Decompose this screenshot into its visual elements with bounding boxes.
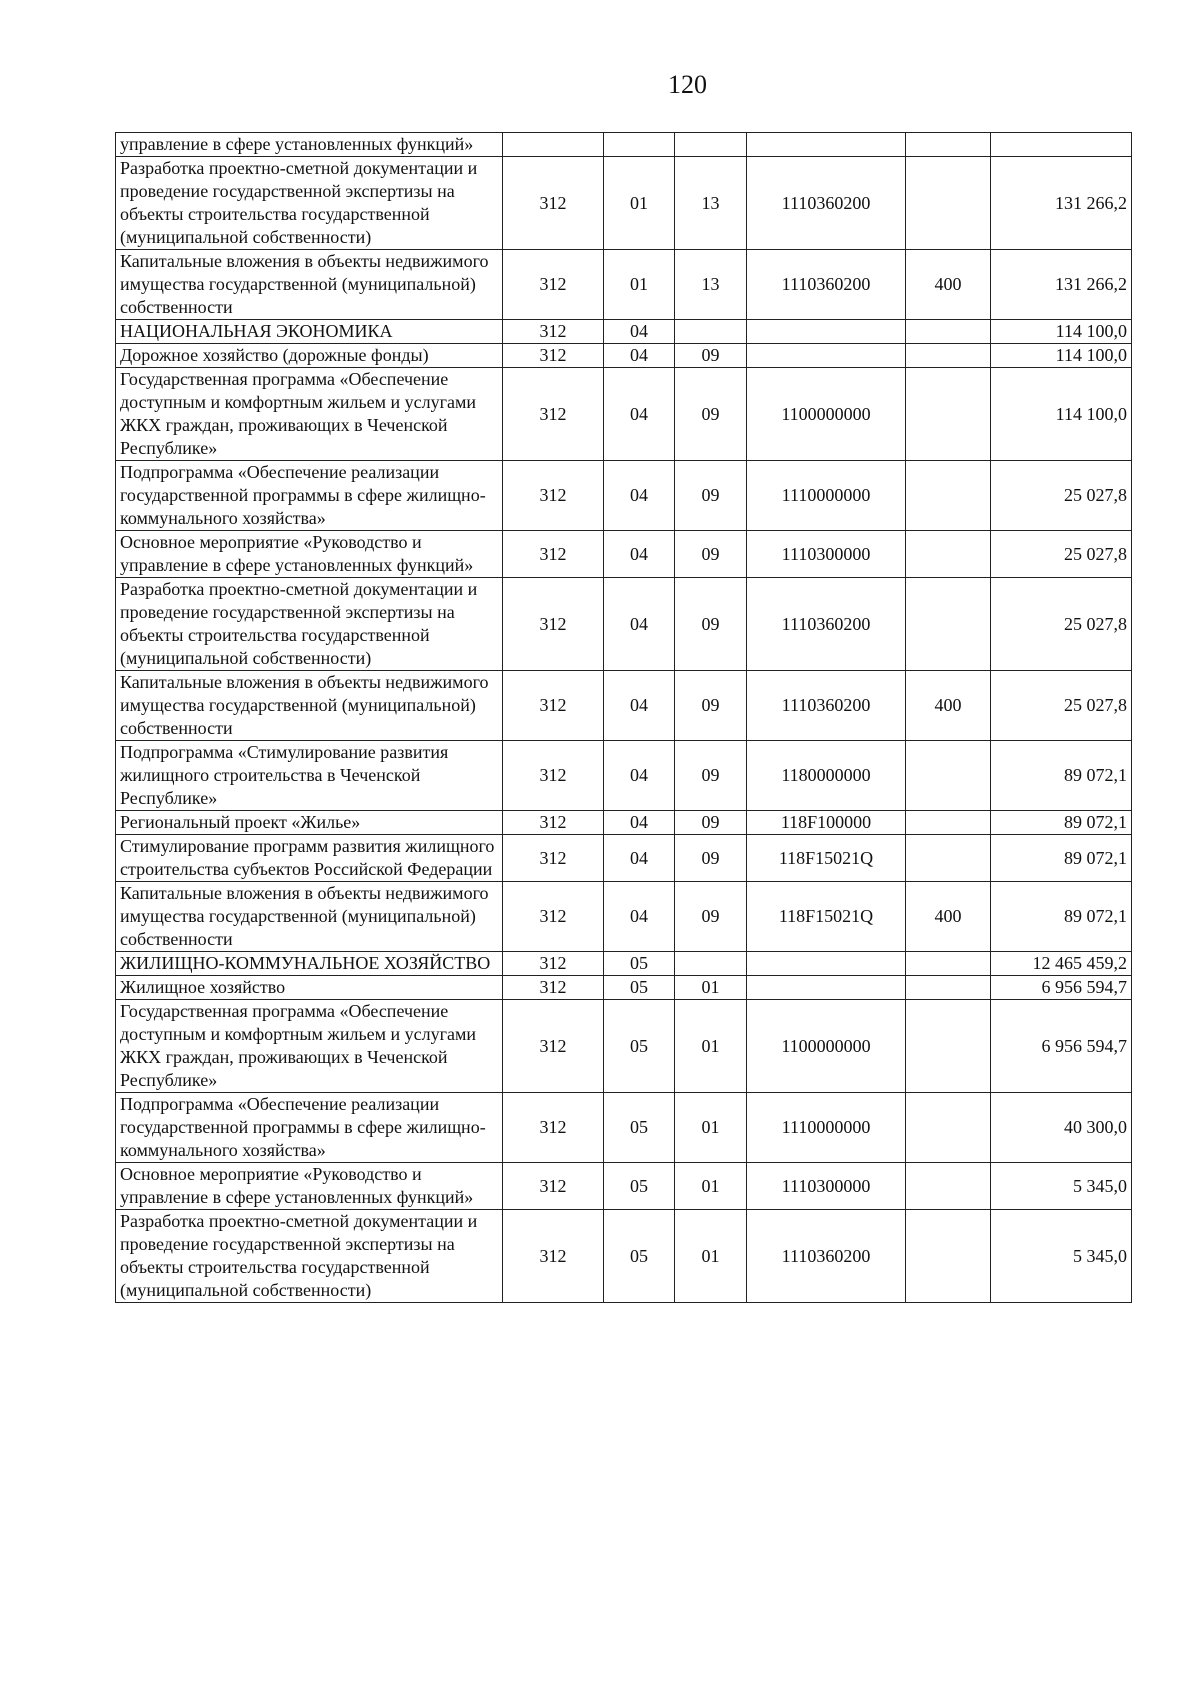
cell-expense-type: [906, 157, 991, 250]
cell-expense-type: [906, 368, 991, 461]
cell-amount: 12 465 459,2: [991, 952, 1132, 976]
cell-name: Жилищное хозяйство: [116, 976, 503, 1000]
cell-amount: 25 027,8: [991, 531, 1132, 578]
table-row: [116, 344, 1132, 368]
table-row: [116, 368, 1132, 461]
cell-subsection: 01: [675, 1000, 747, 1093]
cell-section: 01: [604, 157, 675, 250]
cell-target-article: 118F100000: [747, 811, 906, 835]
cell-name: НАЦИОНАЛЬНАЯ ЭКОНОМИКА: [116, 320, 503, 344]
cell-grbs: 312: [503, 1000, 604, 1093]
cell-target-article: 1110300000: [747, 1163, 906, 1210]
cell-subsection: [675, 952, 747, 976]
cell-amount: 40 300,0: [991, 1093, 1132, 1163]
cell-expense-type: [906, 133, 991, 157]
cell-name: Региональный проект «Жилье»: [116, 811, 503, 835]
cell-name: управление в сфере установленных функций»: [116, 133, 503, 157]
cell-grbs: [503, 133, 604, 157]
cell-subsection: [675, 133, 747, 157]
cell-target-article: 118F15021Q: [747, 882, 906, 952]
cell-expense-type: [906, 976, 991, 1000]
table-row: [116, 531, 1132, 578]
cell-name: ЖИЛИЩНО-КОММУНАЛЬНОЕ ХОЗЯЙСТВО: [116, 952, 503, 976]
table-row: [116, 1163, 1132, 1210]
cell-amount: 114 100,0: [991, 320, 1132, 344]
cell-amount: 89 072,1: [991, 811, 1132, 835]
table-row: [116, 1093, 1132, 1163]
cell-grbs: 312: [503, 671, 604, 741]
cell-amount: 25 027,8: [991, 461, 1132, 531]
cell-grbs: 312: [503, 882, 604, 952]
cell-name: Подпрограмма «Обеспечение реализации государственной программы в сфере жилищно-коммунального хозяйства»: [116, 1093, 503, 1163]
cell-target-article: 1110360200: [747, 1210, 906, 1303]
cell-amount: 6 956 594,7: [991, 976, 1132, 1000]
cell-section: 01: [604, 250, 675, 320]
table-row: [116, 741, 1132, 811]
cell-amount: 131 266,2: [991, 250, 1132, 320]
table-row: [116, 133, 1132, 157]
cell-subsection: 09: [675, 578, 747, 671]
cell-amount: 89 072,1: [991, 882, 1132, 952]
table-row: [116, 952, 1132, 976]
cell-expense-type: [906, 811, 991, 835]
table-body: [116, 133, 1132, 1303]
cell-section: 04: [604, 671, 675, 741]
cell-section: [604, 133, 675, 157]
cell-target-article: 1110360200: [747, 250, 906, 320]
cell-target-article: 1110360200: [747, 157, 906, 250]
cell-name: Разработка проектно-сметной документации и проведение государственной экспертизы на объекты строительства государственной (муниципальной собственности): [116, 157, 503, 250]
cell-grbs: 312: [503, 1093, 604, 1163]
cell-grbs: 312: [503, 531, 604, 578]
cell-amount: 89 072,1: [991, 741, 1132, 811]
cell-target-article: 1100000000: [747, 1000, 906, 1093]
cell-grbs: 312: [503, 1210, 604, 1303]
cell-section: 05: [604, 1163, 675, 1210]
cell-subsection: 09: [675, 531, 747, 578]
cell-section: 05: [604, 1210, 675, 1303]
cell-subsection: [675, 320, 747, 344]
cell-target-article: [747, 952, 906, 976]
cell-grbs: 312: [503, 368, 604, 461]
cell-section: 05: [604, 976, 675, 1000]
cell-target-article: [747, 976, 906, 1000]
cell-section: 04: [604, 811, 675, 835]
cell-amount: 25 027,8: [991, 671, 1132, 741]
cell-subsection: 09: [675, 835, 747, 882]
cell-amount: 131 266,2: [991, 157, 1132, 250]
cell-grbs: 312: [503, 461, 604, 531]
cell-name: Разработка проектно-сметной документации и проведение государственной экспертизы на объекты строительства государственной (муниципальной собственности): [116, 1210, 503, 1303]
page-number: 120: [668, 70, 707, 99]
cell-section: 05: [604, 1000, 675, 1093]
cell-expense-type: [906, 1000, 991, 1093]
cell-section: 04: [604, 835, 675, 882]
cell-grbs: 312: [503, 344, 604, 368]
cell-subsection: 09: [675, 741, 747, 811]
cell-subsection: 09: [675, 461, 747, 531]
cell-grbs: 312: [503, 835, 604, 882]
cell-section: 05: [604, 952, 675, 976]
cell-amount: 6 956 594,7: [991, 1000, 1132, 1093]
cell-target-article: [747, 133, 906, 157]
cell-grbs: 312: [503, 811, 604, 835]
cell-section: 04: [604, 882, 675, 952]
cell-section: 04: [604, 320, 675, 344]
cell-target-article: 1100000000: [747, 368, 906, 461]
table-row: [116, 1000, 1132, 1093]
table-row: [116, 811, 1132, 835]
cell-amount: 89 072,1: [991, 835, 1132, 882]
cell-name: Капитальные вложения в объекты недвижимого имущества государственной (муниципальной) собственности: [116, 250, 503, 320]
cell-subsection: 01: [675, 1210, 747, 1303]
cell-target-article: 1110360200: [747, 578, 906, 671]
cell-expense-type: [906, 320, 991, 344]
cell-subsection: 09: [675, 344, 747, 368]
cell-name: Капитальные вложения в объекты недвижимого имущества государственной (муниципальной) собственности: [116, 671, 503, 741]
cell-name: Стимулирование программ развития жилищного строительства субъектов Российской Федерации: [116, 835, 503, 882]
cell-name: Государственная программа «Обеспечение доступным и комфортным жильем и услугами ЖКХ граждан, проживающих в Чеченской Республике»: [116, 368, 503, 461]
cell-amount: 114 100,0: [991, 344, 1132, 368]
table-row: [116, 250, 1132, 320]
cell-target-article: 1180000000: [747, 741, 906, 811]
cell-section: 05: [604, 1093, 675, 1163]
cell-expense-type: [906, 1093, 991, 1163]
cell-name: Капитальные вложения в объекты недвижимого имущества государственной (муниципальной) собственности: [116, 882, 503, 952]
cell-expense-type: [906, 461, 991, 531]
cell-name: Дорожное хозяйство (дорожные фонды): [116, 344, 503, 368]
cell-subsection: 09: [675, 811, 747, 835]
cell-expense-type: 400: [906, 671, 991, 741]
cell-section: 04: [604, 461, 675, 531]
cell-subsection: 13: [675, 250, 747, 320]
cell-target-article: 1110360200: [747, 671, 906, 741]
cell-subsection: 09: [675, 368, 747, 461]
cell-amount: 25 027,8: [991, 578, 1132, 671]
cell-amount: 114 100,0: [991, 368, 1132, 461]
cell-target-article: 1110000000: [747, 1093, 906, 1163]
cell-section: 04: [604, 344, 675, 368]
cell-name: Государственная программа «Обеспечение доступным и комфортным жильем и услугами ЖКХ граждан, проживающих в Чеченской Республике»: [116, 1000, 503, 1093]
cell-grbs: 312: [503, 741, 604, 811]
table-row: [116, 976, 1132, 1000]
cell-expense-type: 400: [906, 250, 991, 320]
cell-target-article: 1110300000: [747, 531, 906, 578]
cell-name: Подпрограмма «Обеспечение реализации государственной программы в сфере жилищно-коммунального хозяйства»: [116, 461, 503, 531]
cell-grbs: 312: [503, 320, 604, 344]
cell-grbs: 312: [503, 578, 604, 671]
table-row: [116, 461, 1132, 531]
cell-expense-type: [906, 531, 991, 578]
cell-section: 04: [604, 531, 675, 578]
cell-subsection: 09: [675, 671, 747, 741]
cell-subsection: 01: [675, 1093, 747, 1163]
table-row: [116, 578, 1132, 671]
cell-expense-type: [906, 952, 991, 976]
cell-grbs: 312: [503, 976, 604, 1000]
cell-target-article: 1110000000: [747, 461, 906, 531]
cell-name: Основное мероприятие «Руководство и управление в сфере установленных функций»: [116, 1163, 503, 1210]
cell-name: Подпрограмма «Стимулирование развития жилищного строительства в Чеченской Республике»: [116, 741, 503, 811]
cell-subsection: 13: [675, 157, 747, 250]
cell-expense-type: [906, 578, 991, 671]
cell-amount: 5 345,0: [991, 1163, 1132, 1210]
cell-name: Основное мероприятие «Руководство и управление в сфере установленных функций»: [116, 531, 503, 578]
cell-name: Разработка проектно-сметной документации и проведение государственной экспертизы на объекты строительства государственной (муниципальной собственности): [116, 578, 503, 671]
table-row: [116, 671, 1132, 741]
cell-grbs: 312: [503, 952, 604, 976]
cell-expense-type: [906, 835, 991, 882]
cell-target-article: [747, 320, 906, 344]
cell-grbs: 312: [503, 1163, 604, 1210]
cell-expense-type: [906, 1210, 991, 1303]
cell-section: 04: [604, 741, 675, 811]
cell-expense-type: [906, 344, 991, 368]
table-row: [116, 835, 1132, 882]
cell-expense-type: [906, 1163, 991, 1210]
cell-subsection: 01: [675, 976, 747, 1000]
cell-target-article: [747, 344, 906, 368]
cell-grbs: 312: [503, 250, 604, 320]
cell-subsection: 01: [675, 1163, 747, 1210]
cell-grbs: 312: [503, 157, 604, 250]
budget-table: [115, 132, 1132, 1303]
cell-section: 04: [604, 578, 675, 671]
table-row: [116, 320, 1132, 344]
cell-amount: [991, 133, 1132, 157]
table-row: [116, 1210, 1132, 1303]
cell-target-article: 118F15021Q: [747, 835, 906, 882]
cell-section: 04: [604, 368, 675, 461]
cell-subsection: 09: [675, 882, 747, 952]
table-row: [116, 882, 1132, 952]
table-row: [116, 157, 1132, 250]
cell-expense-type: [906, 741, 991, 811]
cell-amount: 5 345,0: [991, 1210, 1132, 1303]
cell-expense-type: 400: [906, 882, 991, 952]
